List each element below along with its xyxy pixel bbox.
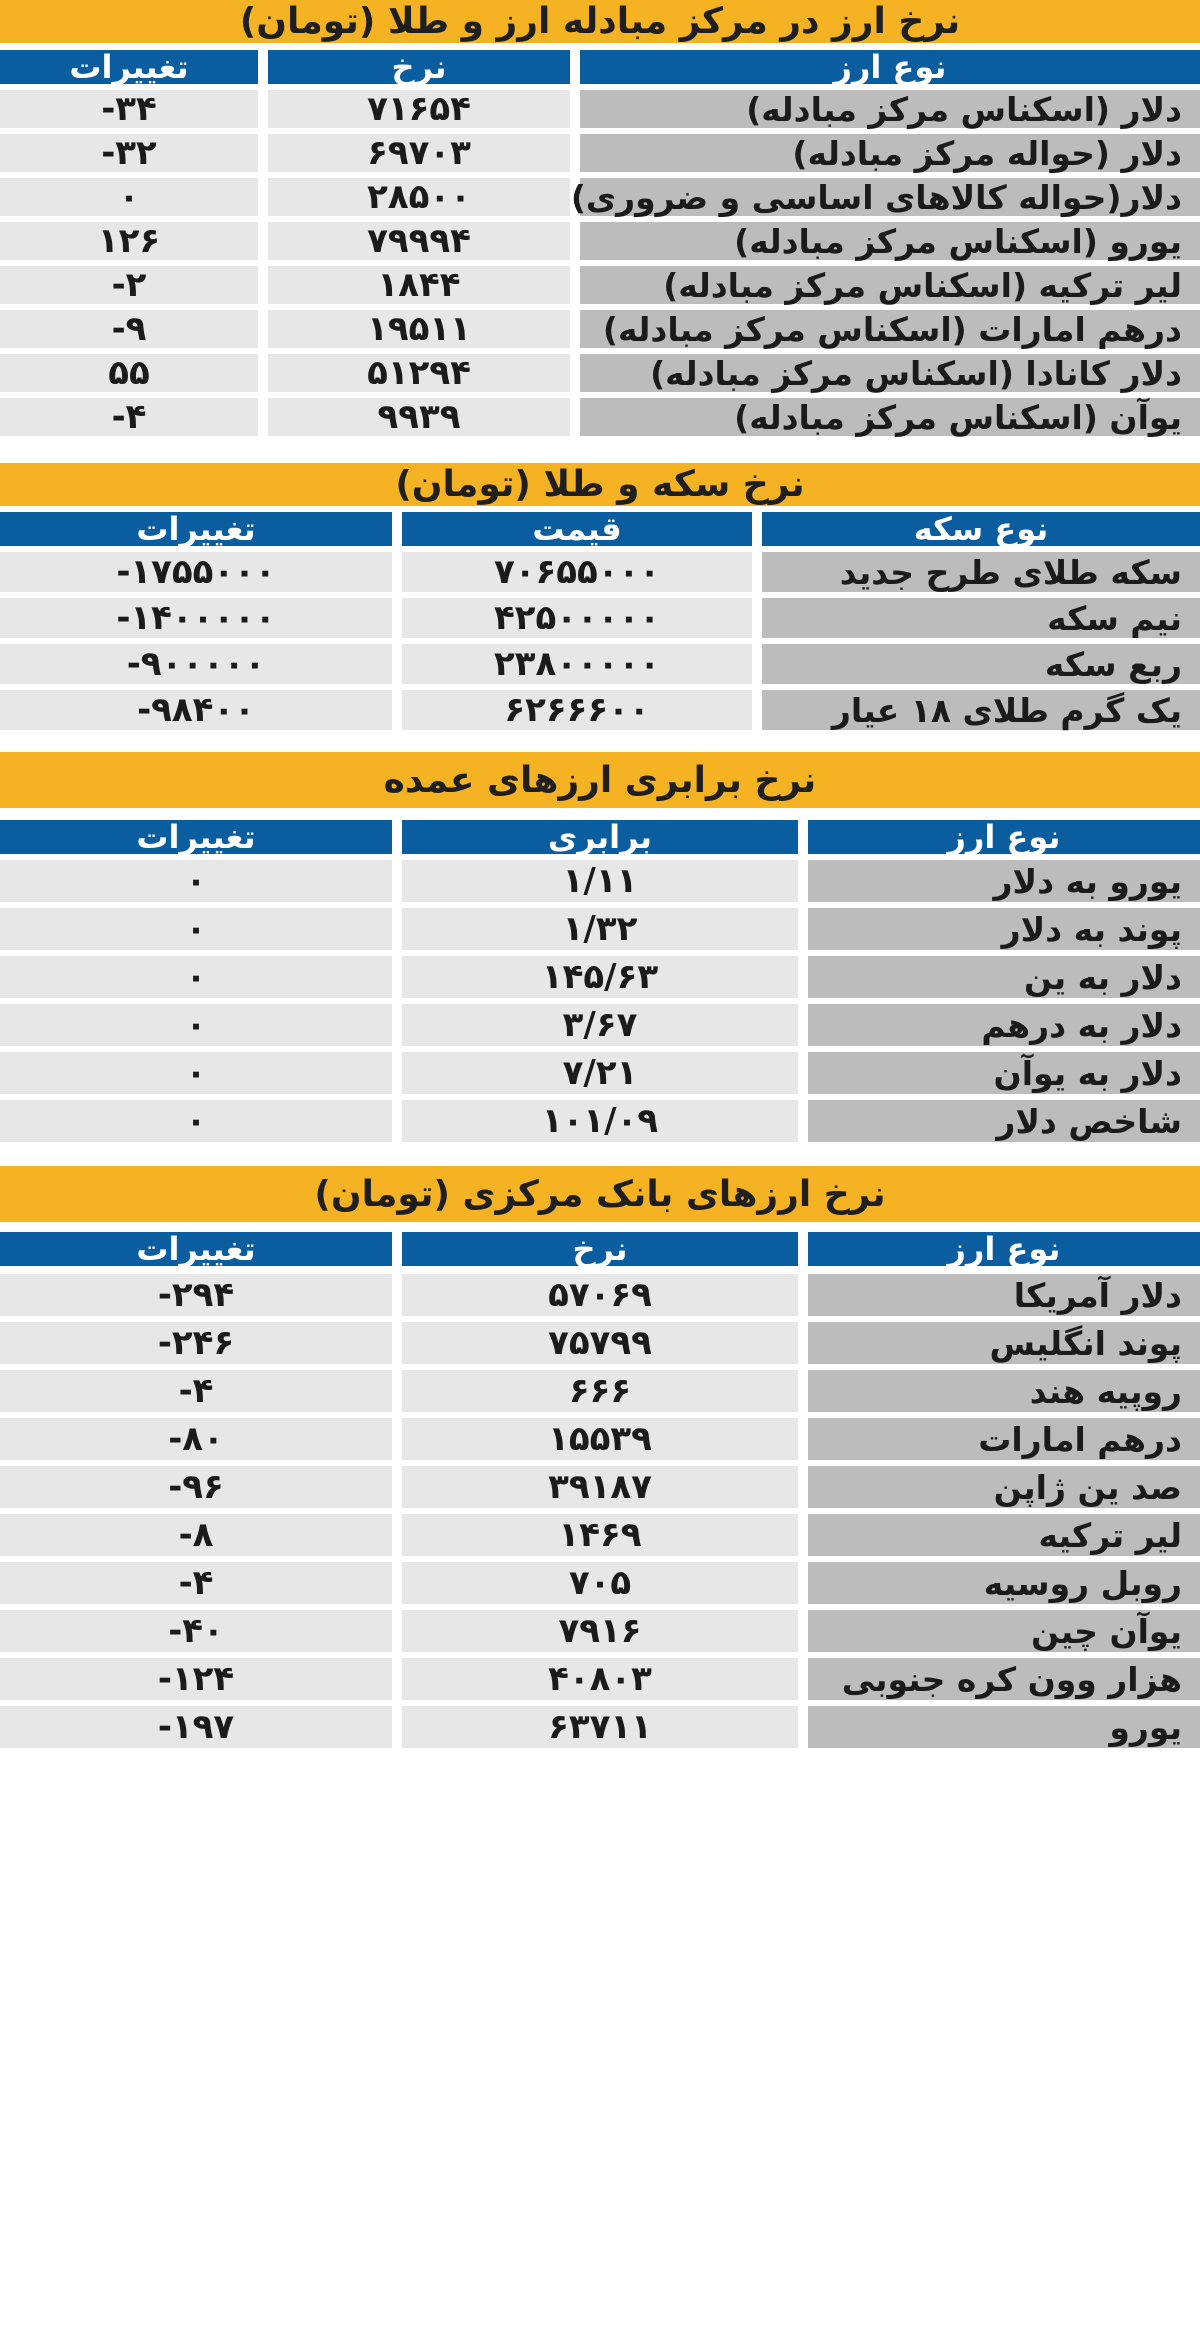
- row-name: پوند به دلار: [808, 908, 1200, 950]
- row-change: ۰: [0, 1100, 392, 1142]
- row-name: ربع سکه: [762, 644, 1200, 684]
- row-change: ۰: [0, 908, 392, 950]
- section-title: نرخ ارزهای بانک مرکزی (تومان): [0, 1166, 1200, 1222]
- row-value: ۷۰۵: [402, 1562, 798, 1604]
- row-name: دلار (اسکناس مرکز مبادله): [580, 90, 1200, 128]
- row-change: -۳۲: [0, 134, 258, 172]
- row-value: ۲۳۸۰۰۰۰۰: [402, 644, 752, 684]
- row-change: ۰: [0, 860, 392, 902]
- row-value: ۷۹۹۹۴: [268, 222, 570, 260]
- row-name: نیم سکه: [762, 598, 1200, 638]
- row-change: ۰: [0, 178, 258, 216]
- row-change: -۴۰: [0, 1610, 392, 1652]
- row-change: -۲: [0, 266, 258, 304]
- row-change: -۳۴: [0, 90, 258, 128]
- row-change: ۰: [0, 956, 392, 998]
- row-value: ۶۹۷۰۳: [268, 134, 570, 172]
- row-name: دلار(حواله کالاهای اساسی و ضروری): [580, 178, 1200, 216]
- section-title: نرخ ارز در مرکز مبادله ارز و طلا (تومان): [0, 0, 1200, 43]
- row-value: ۷۰۶۵۵۰۰۰: [402, 552, 752, 592]
- row-change: ۱۲۶: [0, 222, 258, 260]
- row-name: دلار آمریکا: [808, 1274, 1200, 1316]
- row-value: ۱/۱۱: [402, 860, 798, 902]
- row-name: روبل روسیه: [808, 1562, 1200, 1604]
- section-title: نرخ برابری ارزهای عمده: [0, 752, 1200, 808]
- header-rate: نرخ: [268, 50, 570, 84]
- row-name: یورو (اسکناس مرکز مبادله): [580, 222, 1200, 260]
- header-rate: نرخ: [402, 1232, 798, 1266]
- row-value: ۳/۶۷: [402, 1004, 798, 1046]
- header-price: قیمت: [402, 512, 752, 546]
- section-title: نرخ سکه و طلا (تومان): [0, 463, 1200, 506]
- row-change: -۸۰: [0, 1418, 392, 1460]
- header-currency-type: نوع ارز: [580, 50, 1200, 84]
- row-value: ۵۷۰۶۹: [402, 1274, 798, 1316]
- row-change: -۴: [0, 1370, 392, 1412]
- row-value: ۷۹۱۶: [402, 1610, 798, 1652]
- row-name: پوند انگلیس: [808, 1322, 1200, 1364]
- header-change: تغییرات: [0, 50, 258, 84]
- row-value: ۶۲۶۶۶۰۰: [402, 690, 752, 730]
- row-value: ۴۰۸۰۳: [402, 1658, 798, 1700]
- row-name: لیر ترکیه: [808, 1514, 1200, 1556]
- row-change: -۴: [0, 1562, 392, 1604]
- header-currency-type: نوع ارز: [808, 820, 1200, 854]
- row-name: دلار (حواله مرکز مبادله): [580, 134, 1200, 172]
- row-name: سکه طلای طرح جدید: [762, 552, 1200, 592]
- header-change: تغییرات: [0, 820, 392, 854]
- header-currency-type: نوع ارز: [808, 1232, 1200, 1266]
- row-change: -۹۰۰۰۰۰: [0, 644, 392, 684]
- row-value: ۱/۳۲: [402, 908, 798, 950]
- row-value: ۳۹۱۸۷: [402, 1466, 798, 1508]
- row-change: -۱۹۷: [0, 1706, 392, 1748]
- row-name: دلار به درهم: [808, 1004, 1200, 1046]
- header-parity: برابری: [402, 820, 798, 854]
- row-value: ۱۹۵۱۱: [268, 310, 570, 348]
- row-value: ۱۰۱/۰۹: [402, 1100, 798, 1142]
- row-name: دلار به یوآن: [808, 1052, 1200, 1094]
- row-value: ۶۶۶: [402, 1370, 798, 1412]
- row-name: شاخص دلار: [808, 1100, 1200, 1142]
- row-name: درهم امارات: [808, 1418, 1200, 1460]
- row-name: لیر ترکیه (اسکناس مرکز مبادله): [580, 266, 1200, 304]
- row-change: -۴: [0, 398, 258, 436]
- row-value: ۱۸۴۴: [268, 266, 570, 304]
- row-name: صد ین ژاپن: [808, 1466, 1200, 1508]
- row-value: ۲۸۵۰۰: [268, 178, 570, 216]
- header-change: تغییرات: [0, 512, 392, 546]
- row-change: -۲۹۴: [0, 1274, 392, 1316]
- header-change: تغییرات: [0, 1232, 392, 1266]
- row-name: دلار به ین: [808, 956, 1200, 998]
- row-name: یوآن چین: [808, 1610, 1200, 1652]
- row-change: -۸: [0, 1514, 392, 1556]
- row-change: -۱۲۴: [0, 1658, 392, 1700]
- row-name: یورو: [808, 1706, 1200, 1748]
- row-name: یورو به دلار: [808, 860, 1200, 902]
- row-value: ۷/۲۱: [402, 1052, 798, 1094]
- row-value: ۹۹۳۹: [268, 398, 570, 436]
- row-name: درهم امارات (اسکناس مرکز مبادله): [580, 310, 1200, 348]
- row-value: ۱۴۵/۶۳: [402, 956, 798, 998]
- row-name: هزار وون کره جنوبی: [808, 1658, 1200, 1700]
- row-change: -۹۸۴۰۰: [0, 690, 392, 730]
- row-change: ۵۵: [0, 354, 258, 392]
- row-name: دلار کانادا (اسکناس مرکز مبادله): [580, 354, 1200, 392]
- row-value: ۶۳۷۱۱: [402, 1706, 798, 1748]
- row-value: ۷۱۶۵۴: [268, 90, 570, 128]
- row-name: یوآن (اسکناس مرکز مبادله): [580, 398, 1200, 436]
- row-value: ۷۵۷۹۹: [402, 1322, 798, 1364]
- row-value: ۴۲۵۰۰۰۰۰: [402, 598, 752, 638]
- row-change: -۱۷۵۵۰۰۰: [0, 552, 392, 592]
- row-change: ۰: [0, 1004, 392, 1046]
- row-change: -۹۶: [0, 1466, 392, 1508]
- row-name: روپیه هند: [808, 1370, 1200, 1412]
- row-value: ۱۴۶۹: [402, 1514, 798, 1556]
- row-value: ۵۱۲۹۴: [268, 354, 570, 392]
- row-value: ۱۵۵۳۹: [402, 1418, 798, 1460]
- header-coin-type: نوع سکه: [762, 512, 1200, 546]
- row-change: ۰: [0, 1052, 392, 1094]
- row-change: -۲۴۶: [0, 1322, 392, 1364]
- row-change: -۱۴۰۰۰۰۰: [0, 598, 392, 638]
- row-change: -۹: [0, 310, 258, 348]
- row-name: یک گرم طلای ۱۸ عیار: [762, 690, 1200, 730]
